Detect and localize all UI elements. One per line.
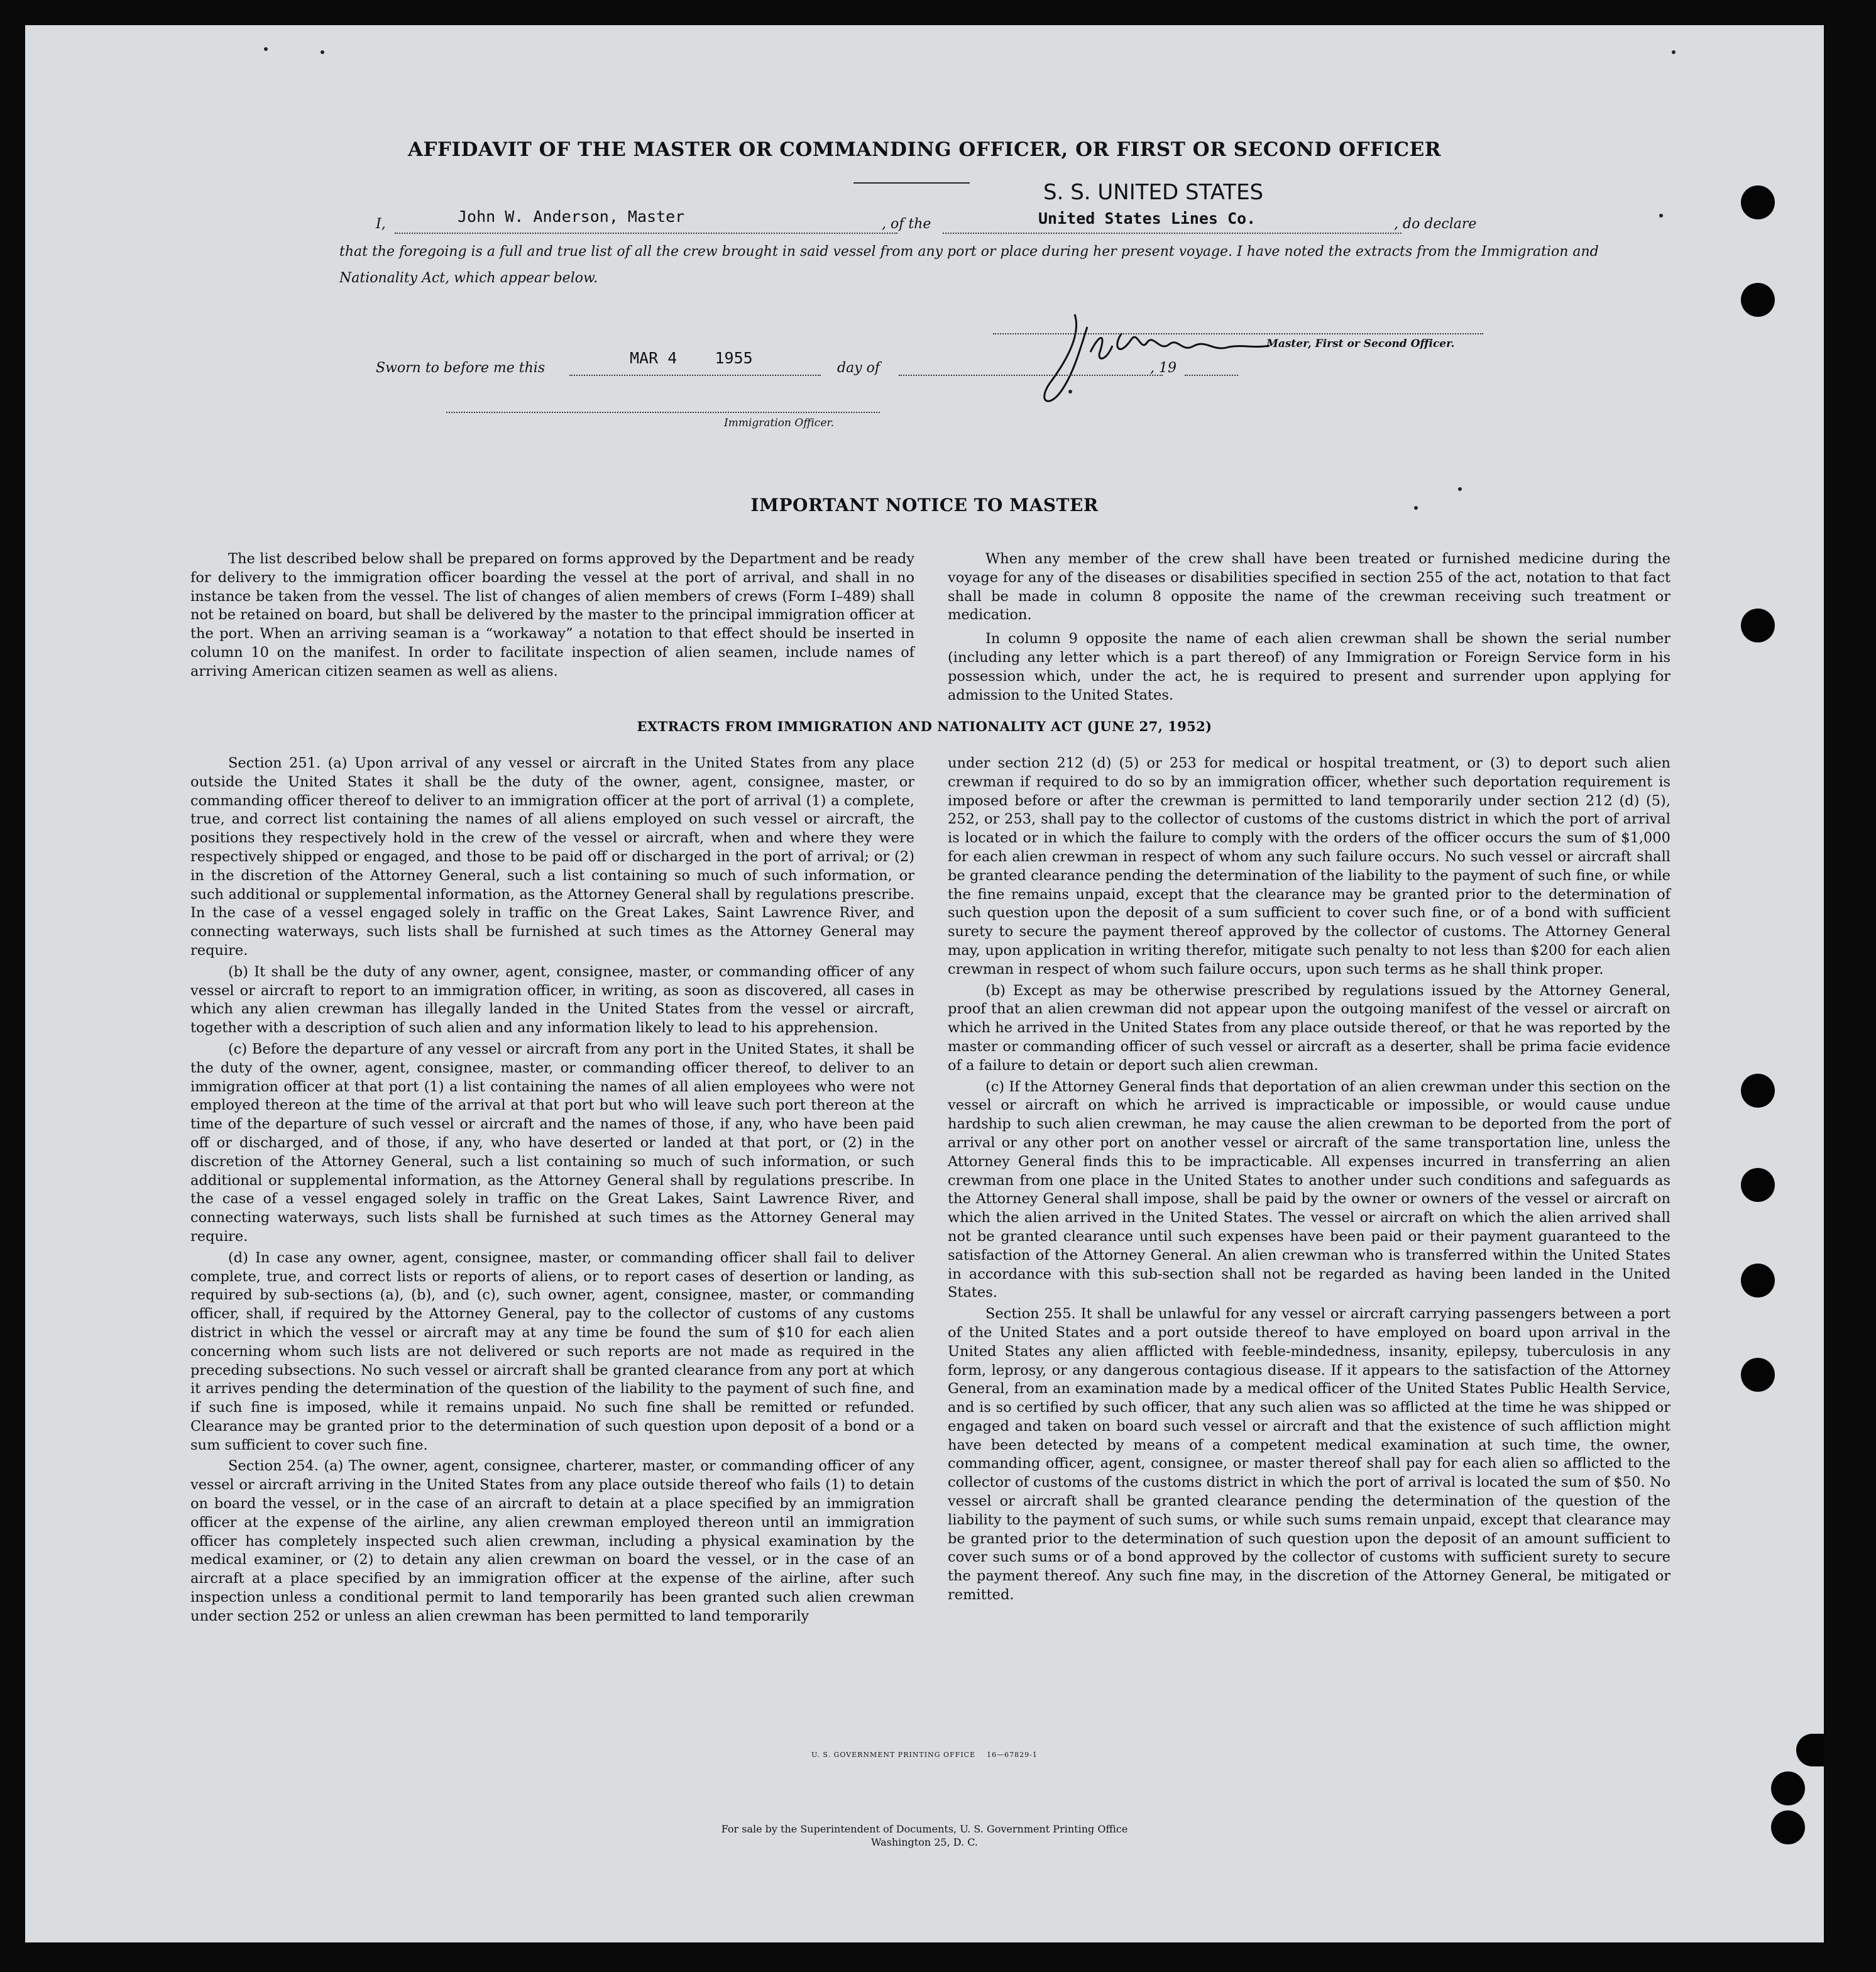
officer-dotted-line bbox=[446, 412, 880, 413]
section-251-c: (c) Before the departure of any vessel or aircraft from any port in the United States, it shall be the duty of the owner, agent, consignee, master, or commanding officer thereof, to deliver to an immigration officer at that port (1) a list containing the names of all alien employees who were not employed thereon at the time of the arrival at that port but who will leave such port thereon at the time of the departure of such vessel or aircraft and the names of those, if any, who have been paid off or discharged, and of those, if any, who have deserted or landed at that port, or (2) in the discretion of the Attorney General, such a list containing so much of such information, or such additional or supplemental information, as the Attorney General shall by regulations prescribe. In the case of a vessel engaged solely in traffic on the Great Lakes, Saint Lawrence River, and connecting waterways, such lists shall be furnished at such times as the Attorney General may require. bbox=[190, 1040, 914, 1245]
notice-left-column bbox=[190, 550, 914, 681]
decl-i: I, bbox=[376, 216, 386, 232]
printer-line: U. S. GOVERNMENT PRINTING OFFICE 16—67829-1 bbox=[811, 1751, 1038, 1759]
master-name: John W. Anderson, Master bbox=[458, 207, 685, 226]
punch-hole bbox=[1741, 185, 1775, 219]
affidavit-title: AFFIDAVIT OF THE MASTER OR COMMANDING OFFICER, OR FIRST OR SECOND OFFICER bbox=[407, 138, 1442, 161]
extracts-heading: EXTRACTS FROM IMMIGRATION AND NATIONALITY ACT (JUNE 27, 1952) bbox=[637, 719, 1212, 734]
punch-hole bbox=[1771, 1771, 1805, 1805]
section-251-a: Section 251. (a) Upon arrival of any vessel or aircraft in the United States from any place outside the United States it shall be the duty of the owner, agent, consignee, master, or commanding officer thereof to deliver to an immigration officer at the port of arrival (1) a complete, true, and correct list containing the names of all aliens employed on such vessel or aircraft, the positions they respectively hold in the crew of the vessel or aircraft, when and where they were respectively shipped or engaged, and those to be paid off or discharged in the port of arrival; or (2) in the discretion of the Attorney General, such a list containing so much of such information, or such additional or supplemental information, as the Attorney General shall by regulations prescribe. In the case of a vessel engaged solely in traffic on the Great Lakes, Saint Lawrence River, and connecting waterways, such lists shall be furnished at such times as the Attorney General may require. bbox=[190, 755, 914, 959]
year-prefix: , 19 bbox=[1150, 360, 1177, 376]
notice-right-paragraph-2: In column 9 opposite the name of each alien crewman shall be shown the serial number (including any letter which is a part thereof) of any Immigration or Foreign Service form in his possession which, under the act, he is required to present and surrender upon applying for admission to the United States. bbox=[948, 631, 1670, 703]
signer-caption: Master, First or Second Officer. bbox=[1266, 338, 1455, 350]
notice-right-paragraph-1: When any member of the crew shall have been treated or furnished medicine during the voyage for any of the diseases or disabilities specified in section 255 of the act, notation to that fact shall be made in column 8 opposite the name of the crewman receiving such treatment or medication. bbox=[948, 551, 1670, 624]
shipping-line: United States Lines Co. bbox=[1038, 209, 1256, 228]
extracts-left-column bbox=[190, 754, 914, 1626]
speck bbox=[1458, 487, 1462, 491]
sworn-dotted-line bbox=[569, 375, 821, 376]
affidavit-page bbox=[25, 25, 1824, 1942]
punch-hole bbox=[1741, 1358, 1775, 1392]
vessel-dotted-line bbox=[943, 233, 1402, 234]
punch-hole bbox=[1741, 1264, 1775, 1297]
section-254-c: (c) If the Attorney General finds that deportation of an alien crewman under this section on the vessel or aircraft on which he arrived is impracticable or impossible, or would cause undue hardship to such alien crewman, he may cause the alien crewman to be deported from the port of arrival or any other port on another vessel or aircraft of the same transportation line, unless the Attorney General finds this to be impracticable. All expenses incurred in transferring an alien crewman from one place in the United States to another under such conditions and safeguards as the Attorney General shall impose, shall be paid by the owner or owners of the vessel or aircraft on which the alien arrived in the United States. The vessel or aircraft on which the alien arrived shall not be granted clearance until such expenses have been paid or their payment guaranteed to the satisfaction of the Attorney General. An alien crewman who is transferred within the United States in accordance with this sub-section shall not be regarded as having been landed in the United States. bbox=[948, 1078, 1670, 1301]
punch-hole bbox=[1741, 1168, 1775, 1202]
day-dotted-line bbox=[899, 375, 1163, 376]
decl-declare: , do declare bbox=[1394, 216, 1477, 232]
punch-hole bbox=[1741, 1074, 1775, 1108]
title-rule bbox=[853, 182, 970, 184]
sale-line-2: Washington 25, D. C. bbox=[871, 1836, 978, 1848]
section-251-b: (b) It shall be the duty of any owner, agent, consignee, master, or commanding officer of any vessel or aircraft to report to an immigration officer, in writing, as soon as discovered, all cases in which any alien crewman has illegally landed in the United States from the vessel or aircraft, together with a description of such alien and any information likely to lead to his apprehension. bbox=[190, 963, 914, 1037]
speck bbox=[1672, 50, 1676, 54]
speck bbox=[264, 47, 268, 51]
master-signature bbox=[1012, 295, 1276, 421]
extracts-right-column bbox=[948, 754, 1670, 1605]
notice-right-column bbox=[948, 550, 1670, 705]
signature-dotted-line bbox=[993, 333, 1483, 334]
notice-heading: IMPORTANT NOTICE TO MASTER bbox=[750, 495, 1099, 515]
sale-line-1: For sale by the Superintendent of Documents, U. S. Government Printing Office bbox=[721, 1823, 1128, 1835]
sworn-date: MAR 4 1955 bbox=[630, 349, 753, 367]
section-254-a: Section 254. (a) The owner, agent, consignee, charterer, master, or commanding officer of any vessel or aircraft arriving in the United States from any place outside thereof who fails (1) to detain on board the vessel, or in the case of an aircraft to detain at a place specified by an immigration officer at the expense of the airline, any alien crewman employed thereon until an immigration officer has completely inspected such alien crewman, including a physical examination by the medical examiner, or (2) to detain any alien crewman on board the vessel, or in the case of an aircraft at a place specified by an immigration officer at the expense of the airline, after such inspection unless a conditional permit to land temporarily has been granted such alien crewman under section 252 or unless an alien crewman has been permitted to land temporarily bbox=[190, 1458, 914, 1624]
notice-left-paragraph: The list described below shall be prepared on forms approved by the Department and be ready for delivery to the immigration officer boarding the vessel at the port of arrival, and shall in no instance be taken from the vessel. The list of changes of alien members of crews (Form I–489) shall not be retained on board, but shall be delivered by the master to the principal immigration officer at the port. When an arriving seaman is a “workaway” a notation to that effect should be inserted in column 10 on the manifest. In order to facilitate inspection of alien seamen, include names of arriving American citizen seamen as well as aliens. bbox=[190, 551, 914, 680]
decl-of-the: , of the bbox=[882, 216, 931, 232]
year-dotted-line bbox=[1185, 375, 1238, 376]
section-254-b: (b) Except as may be otherwise prescribed by regulations issued by the Attorney General, proof that an alien crewman did not appear upon the outgoing manifest of the vessel or aircraft on which he arrived in the United States from any place outside thereof, or that he was reported by the master or commanding officer of such vessel or aircraft as a deserter, shall be prima facie evidence of a failure to detain or deport such alien crewman. bbox=[948, 982, 1670, 1074]
section-255: Section 255. It shall be unlawful for any vessel or aircraft carrying passengers between a port of the United States and a port outside thereof to have employed on board upon arrival in the United States any alien afflicted with feeble-mindedness, insanity, epilepsy, tuberculosis in any form, leprosy, or any dangerous contagious disease. If it appears to the satisfaction of the Attorney General, from an examination made by a medical officer of the United States Public Health Service, and is so certified by such officer, that any such alien was so afflicted at the time he was shipped or engaged and taken on board such vessel or aircraft and that the existence of such affliction might have been detected by means of a competent medical examination at such time, the owner, commanding officer, agent, consignee, or master thereof shall pay for each alien so afflicted to the collector of customs of the customs district in which the port of arrival is located the sum of $50. No vessel or aircraft shall be granted clearance pending the determination of the question of the liability to the payment of such sums, or while such sums remain unpaid, except that clearance may be granted prior to the determination of such question upon the deposit of an amount sufficient to cover such sums or of a bond approved by the collector of customs with sufficient surety to secure the payment thereof. Any such fine may, in the discretion of the Attorney General, be mitigated or remitted. bbox=[948, 1306, 1670, 1604]
day-of-label: day of bbox=[837, 360, 880, 376]
speck bbox=[321, 50, 324, 54]
section-251-d: (d) In case any owner, agent, consignee, master, or commanding officer shall fail to deliver complete, true, and correct lists or reports of aliens, or to report cases of desertion or landing, as required by sub-sections (a), (b), and (c), such owner, agent, consignee, master, or commanding officer, shall, if required by the Attorney General, pay to the collector of customs of any customs district in which the vessel or aircraft may at any time be found the sum of $10 for each alien concerning whom such lists are not delivered or such reports are not made as required in the preceding subsections. No such vessel or aircraft shall be granted clearance from any port at which it arrives pending the determination of the question of the liability to the payment of such fine, and if such fine is imposed, while it remains unpaid. No such fine shall be remitted or refunded. Clearance may be granted prior to the determination of such question upon deposit of a bond or a sum sufficient to cover such fine. bbox=[190, 1249, 914, 1453]
sworn-label: Sworn to before me this bbox=[376, 360, 546, 376]
punch-hole bbox=[1741, 283, 1775, 317]
punch-hole bbox=[1741, 609, 1775, 642]
speck bbox=[1659, 214, 1663, 218]
section-254-a-continued: under section 212 (d) (5) or 253 for medical or hospital treatment, or (3) to deport such alien crewman if required to do so by an immigration officer, whether such deportation requirement is imposed before or after the crewman is permitted to land temporarily under section 212 (d) (5), 252, or 253, shall pay to the collector of customs of the customs district in which the port of arrival is located or in which the failure to comply with the orders of the officer occurs the sum of $1,000 for each alien crewman in respect of whom any such failure occurs. No such vessel or aircraft shall be granted clearance pending the determination of the liability to the payment of such fine, or while the fine remains unpaid, except that the clearance may be granted prior to the determination of such question upon the deposit of a sum sufficient to cover such fine, or of a bond with sufficient surety to secure the payment thereof approved by the collector of customs. The Attorney General may, upon application in writing therefor, mitigate such penalty to not less than $200 for each alien crewman in respect of whom such failure occurs, upon such terms as he shall think proper. bbox=[948, 755, 1670, 978]
declaration-text: that the foregoing is a full and true list of all the crew brought in said vessel from any port or place during her present voyage. I have noted the extracts from the Immigration and Nationality Act, which appear below. bbox=[339, 244, 1599, 286]
punch-hole bbox=[1796, 1734, 1824, 1766]
officer-caption: Immigration Officer. bbox=[724, 417, 835, 429]
name-dotted-line bbox=[395, 233, 897, 234]
vessel-name-stamp: S. S. UNITED STATES bbox=[1043, 180, 1264, 205]
